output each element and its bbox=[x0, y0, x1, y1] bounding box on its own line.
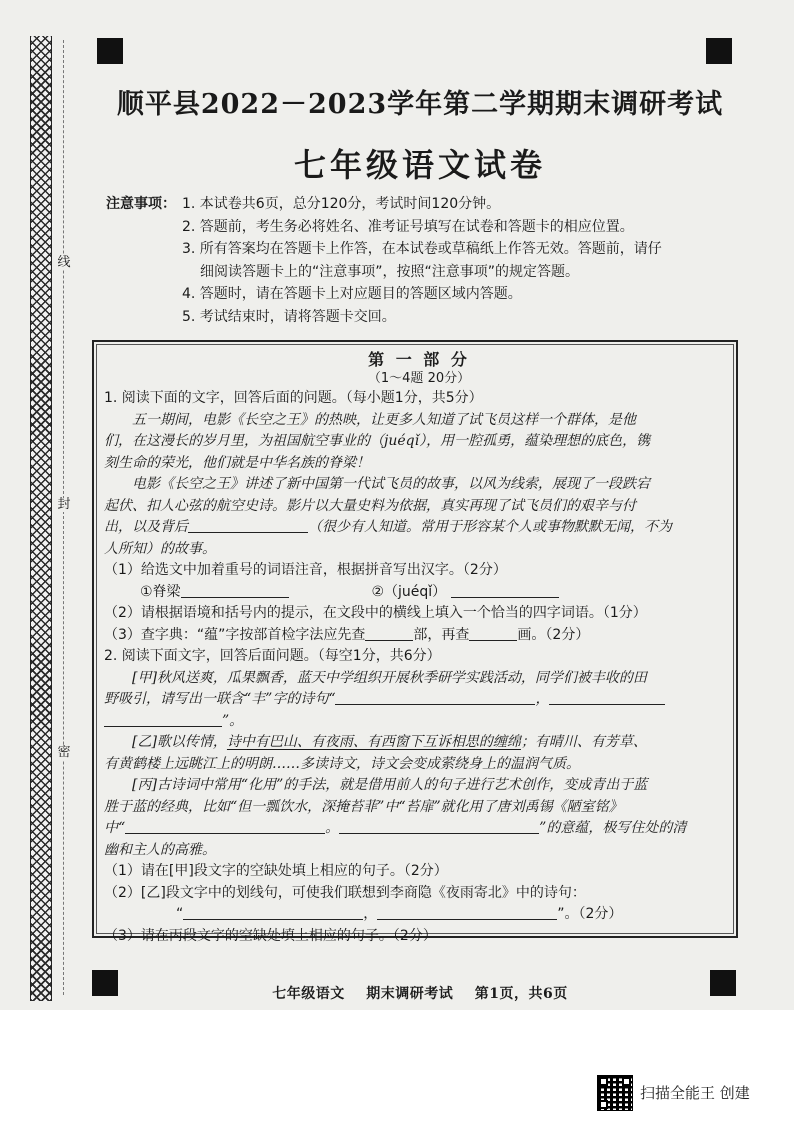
passage-line bbox=[104, 711, 734, 733]
passage-text: ；有晴川、有芳草、 bbox=[520, 734, 647, 750]
answer-blank[interactable] bbox=[365, 626, 413, 641]
sub-question bbox=[104, 625, 734, 647]
passage-text: 野吸引，请写出一联含“丰”字的诗句“ bbox=[104, 691, 336, 707]
passage-line bbox=[104, 517, 734, 539]
page-footer bbox=[110, 983, 730, 1003]
qr-finder bbox=[622, 1077, 631, 1086]
question-text: （3）查字典：“蕴”字按部首检字法应先查 bbox=[104, 626, 366, 643]
answer-blank[interactable] bbox=[183, 905, 363, 920]
answer-blank[interactable] bbox=[549, 690, 665, 705]
answer-blank[interactable] bbox=[335, 690, 535, 705]
exam-title: 顺平县2022－2023学年第二学期期末调研考试 bbox=[116, 89, 724, 120]
pinyin-answer-row bbox=[104, 582, 734, 604]
passage-line: 有黄鹤楼上远眺江上的明朗……多读诗文，诗文会变成萦绕身上的温润气质。 bbox=[104, 755, 580, 772]
answer-blank[interactable] bbox=[339, 819, 539, 834]
quote-mark: “ bbox=[176, 906, 184, 922]
passage-line bbox=[104, 732, 734, 754]
part-one-content bbox=[104, 350, 734, 947]
passage-line: 起伏、扣人心弦的航空史诗。影片以大量史料为依据，真实再现了试飞员们的艰辛与付 bbox=[104, 497, 636, 514]
sub-item-label: ②（juéqǐ） bbox=[371, 583, 447, 600]
binding-dashed-line bbox=[63, 40, 64, 995]
passage-line bbox=[104, 818, 734, 840]
passage-text: 。 bbox=[325, 820, 340, 836]
exam-notes bbox=[106, 193, 756, 328]
scanner-watermark: 扫描全能王 创建 bbox=[640, 1084, 750, 1102]
passage-text: ， bbox=[535, 691, 550, 707]
passage-line: 刻生命的荣光，他们就是中华名族的脊梁！ bbox=[104, 454, 370, 471]
question-text: 画。（2分） bbox=[517, 626, 590, 643]
underlined-sentence: 诗中有巴山、有夜雨、有西窗下互诉相思的缠绵 bbox=[226, 734, 521, 750]
answer-blank[interactable] bbox=[104, 712, 222, 727]
footer-text: 七年级语文 期末调研考试 第1页，共6页 bbox=[272, 986, 568, 1002]
passage-line: 五一期间，电影《长空之王》的热映，让更多人知道了试飞员这样一个群体，是他 bbox=[132, 411, 636, 428]
passage-text: （很少有人知道。常用于形容某个人或事物默默无闻，不为 bbox=[308, 519, 672, 535]
registration-mark-top-right bbox=[706, 38, 732, 64]
note-item: 3. 所有答案均在答题卡上作答，在本试卷或草稿纸上作答无效。答题前，请仔 bbox=[182, 241, 662, 257]
qr-finder bbox=[599, 1100, 608, 1109]
notes-label: 注意事项： bbox=[106, 196, 176, 212]
passage-text: [乙]歌以传情， bbox=[132, 734, 227, 750]
passage-text: 中“ bbox=[104, 820, 126, 836]
quote-mark: ， bbox=[363, 906, 378, 922]
sub-question: （1）请在[甲]段文字的空缺处填上相应的句子。（2分） bbox=[104, 863, 448, 879]
note-item: 5. 考试结束时，请将答题卡交回。 bbox=[182, 308, 396, 325]
question-2-stem: 2. 阅读下面文字，回答后面问题。（每空1分，共6分） bbox=[104, 648, 441, 664]
answer-blank[interactable] bbox=[181, 583, 289, 598]
binding-char-xian: 线 bbox=[55, 256, 73, 270]
quote-mark: ”。（2分） bbox=[557, 906, 623, 922]
answer-row bbox=[104, 904, 734, 926]
answer-blank[interactable] bbox=[451, 583, 559, 598]
passage-line: 人所知）的故事。 bbox=[104, 540, 216, 557]
note-item: 1. 本试卷共6页，总分120分，考试时间120分钟。 bbox=[182, 196, 501, 212]
passage-text: ”。 bbox=[222, 712, 244, 729]
answer-blank[interactable] bbox=[469, 626, 517, 641]
registration-mark-top-left bbox=[97, 38, 123, 64]
paper-title: 七年级语文试卷 bbox=[293, 146, 546, 184]
passage-line: 们，在这漫长的岁月里，为祖国航空事业的（juéqǐ），用一腔孤勇，蕴染理想的底色，镌 bbox=[104, 433, 651, 449]
answer-blank[interactable] bbox=[377, 905, 557, 920]
sub-item-label: ①脊梁 bbox=[140, 583, 181, 600]
question-1-stem: 1. 阅读下面的文字，回答后面的问题。（每小题1分，共5分） bbox=[104, 390, 483, 406]
part-subtitle: （1～4题 20分） bbox=[367, 371, 471, 386]
note-item: 细阅读答题卡上的“注意事项”，按照“注意事项”的规定答题。 bbox=[200, 263, 580, 280]
passage-text: 出，以及背后 bbox=[104, 519, 188, 535]
question-text: 部，再查 bbox=[413, 626, 470, 643]
answer-blank[interactable] bbox=[125, 819, 325, 834]
binding-char-feng: 封 bbox=[55, 498, 73, 512]
sub-question: （2）请根据语境和括号内的提示，在文段中的横线上填入一个恰当的四字词语。（1分） bbox=[104, 605, 647, 621]
binding-strip bbox=[30, 36, 52, 1001]
passage-line: 胜于蓝的经典，比如“但一瓢饮水，深掩苔菲”中“苔扉”就化用了唐刘禹锡《陋室铭》 bbox=[104, 798, 623, 815]
sub-question: （3）请在丙段文字的空缺处填上相应的句子。（2分） bbox=[104, 927, 437, 944]
notes-row bbox=[106, 193, 756, 216]
passage-line: 电影《长空之王》讲述了新中国第一代试飞员的故事，以风为线索，展现了一段跌宕 bbox=[132, 476, 650, 492]
sub-question: （1）给选文中加着重号的词语注音，根据拼音写出汉字。（2分） bbox=[104, 562, 507, 578]
passage-text: ”的意蕴，极写住处的清 bbox=[539, 820, 687, 836]
passage-line: [丙]古诗词中常用“化用”的手法，就是借用前人的句子进行艺术创作，变成青出于蓝 bbox=[132, 777, 648, 793]
sub-question: （2）[乙]段文字中的划线句，可使我们联想到李商隐《夜雨寄北》中的诗句： bbox=[104, 884, 586, 901]
qr-code-icon bbox=[597, 1075, 633, 1111]
binding-char-mi: 密 bbox=[55, 746, 73, 760]
qr-finder bbox=[599, 1077, 608, 1086]
passage-line: 幽和主人的高雅。 bbox=[104, 841, 216, 858]
passage-line bbox=[104, 689, 734, 711]
answer-blank[interactable] bbox=[188, 518, 308, 533]
note-item: 4. 答题时，请在答题卡上对应题目的答题区域内答题。 bbox=[182, 286, 522, 302]
passage-line: [甲]秋风送爽，瓜果飘香，蓝天中学组织开展秋季研学实践活动，同学们被丰收的田 bbox=[132, 669, 647, 686]
part-title: 第 一 部 分 bbox=[368, 350, 470, 369]
note-item: 2. 答题前，考生务必将姓名、准考证号填写在试卷和答题卡的相应位置。 bbox=[182, 218, 634, 235]
